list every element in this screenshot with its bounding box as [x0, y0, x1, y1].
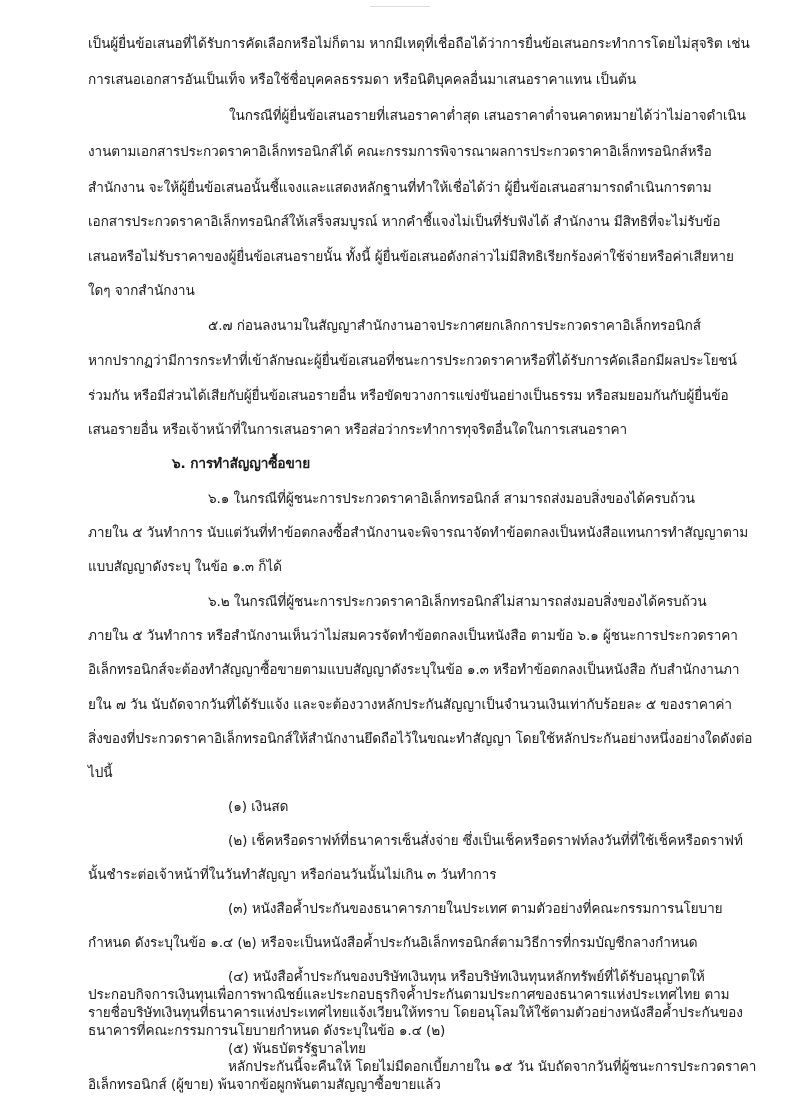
guarantee-item-2: (๒) เช็คหรือดราฟท์ที่ธนาคารเซ็นสั่งจ่าย ซึ่งเป็นเช็คหรือดราฟท์ลงวันที่ที่ใช้เช็คหรือดราฟท์ — [228, 833, 743, 849]
page-top-mark — [370, 0, 430, 7]
paragraph-line: ยใน ๗ วัน นับถัดจากวันที่ได้รับแจ้ง และจะต้องวางหลักประกันสัญญาเป็นจำนวนเงินเท่ากับร้อยละ ๕ ของราคาค่า — [88, 697, 732, 713]
paragraph-line: แบบสัญญาดังระบุ ในข้อ ๑.๓ ก็ได้ — [88, 559, 282, 575]
guarantee-item-4: (๔) หนังสือค้ำประกันของบริษัทเงินทุน หรือบริษัทเงินทุนหลักทรัพย์ที่ได้รับอนุญาตให้ — [228, 969, 705, 985]
paragraph-line: ภายใน ๕ วันทำการ นับแต่วันที่ทำข้อตกลงซื้อสำนักงานจะพิจารณาจัดทำข้อตกลงเป็นหนังสือแทนการทำสัญญาตาม — [88, 525, 749, 541]
section-5-7: ๕.๗ ก่อนลงนามในสัญญาสำนักงานอาจประกาศยกเลิกการประกวดราคาอิเล็กทรอนิกส์ — [208, 318, 701, 334]
paragraph-line: หลักประกันนี้จะคืนให้ โดยไม่มีดอกเบี้ยภายใน ๑๕ วัน นับถัดจากวันที่ผู้ชนะการประกวดราคา — [228, 1059, 757, 1075]
paragraph-line: ในกรณีที่ผู้ยื่นข้อเสนอรายที่เสนอราคาต่ำสุด เสนอราคาต่ำจนคาดหมายได้ว่าไม่อาจดำเนิน — [229, 108, 746, 124]
section-6-heading: ๖. การทำสัญญาซื้อขาย — [172, 456, 311, 472]
paragraph-line: ใดๆ จากสำนักงาน — [88, 283, 195, 299]
section-6-2: ๖.๒ ในกรณีที่ผู้ชนะการประกวดราคาอิเล็กทรอนิกส์ไม่สามารถส่งมอบสิ่งของได้ครบถ้วน — [208, 594, 707, 610]
paragraph-line: รายชื่อบริษัทเงินทุนที่ธนาคารแห่งประเทศไทยแจ้งเวียนให้ทราบ โดยอนุโลมให้ใช้ตามตัวอย่างหนังสือค้ำประกันของ — [88, 1005, 743, 1021]
paragraph-line: การเสนอเอกสารอันเป็นเท็จ หรือใช้ชื่อบุคคลธรรมดา หรือนิติบุคคลอื่นมาเสนอราคาแทน เป็นต้น — [88, 72, 637, 88]
guarantee-item-5: (๕) พันธบัตรรัฐบาลไทย — [228, 1041, 366, 1057]
paragraph-line: หากปรากฏว่ามีการกระทำที่เข้าลักษณะผู้ยื่นข้อเสนอที่ชนะการประกวดราคาหรือที่ได้รับการคัดเลือกมีผลประโยชน์ — [88, 353, 737, 369]
paragraph-line: กำหนด ดังระบุในข้อ ๑.๔ (๒) หรือจะเป็นหนังสือค้ำประกันอิเล็กทรอนิกส์ตามวิธีการที่กรมบัญชีกลางกำหนด — [88, 935, 698, 951]
paragraph-line: งานตามเอกสารประกวดราคาอิเล็กทรอนิกส์ได้ คณะกรรมการพิจารณาผลการประกวดราคาอิเล็กทรอนิกส์หรือ — [88, 144, 712, 160]
paragraph-line: เสนอหรือไม่รับราคาของผู้ยื่นข้อเสนอรายนั้น ทั้งนี้ ผู้ยื่นข้อเสนอดังกล่าวไม่มีสิทธิเรียกร้องค่าใช้จ่ายหรือค่าเสียหาย — [88, 249, 734, 265]
paragraph-line: อิเล็กทรอนิกส์จะต้องทำสัญญาซื้อขายตามแบบสัญญาดังระบุในข้อ ๑.๓ หรือทำข้อตกลงเป็นหนังสือ กับสำนักงานภา — [88, 662, 740, 678]
paragraph-line: สำนักงาน จะให้ผู้ยื่นข้อเสนอนั้นชี้แจงและแสดงหลักฐานที่ทำให้เชื่อได้ว่า ผู้ยื่นข้อเสนอสามารถดำเนินการตาม — [88, 180, 712, 196]
paragraph-line: ธนาคารที่คณะกรรมการนโยบายกำหนด ดังระบุในข้อ ๑.๔ (๒) — [88, 1023, 446, 1039]
paragraph-line: ภายใน ๕ วันทำการ หรือสำนักงานเห็นว่าไม่สมควรจัดทำข้อตกลงเป็นหนังสือ ตามข้อ ๖.๑ ผู้ชนะการประกวดราคา — [88, 628, 738, 644]
guarantee-item-1: (๑) เงินสด — [228, 799, 289, 815]
section-6-1: ๖.๑ ในกรณีที่ผู้ชนะการประกวดราคาอิเล็กทรอนิกส์ สามารถส่งมอบสิ่งของได้ครบถ้วน — [208, 491, 695, 507]
paragraph-line: สิ่งของที่ประกวดราคาอิเล็กทรอนิกส์ให้สำนักงานยึดถือไว้ในขณะทำสัญญา โดยใช้หลักประกันอย่างหนึ่งอย่างใดดังต่อ — [88, 731, 753, 747]
paragraph-line: อิเล็กทรอนิกส์ (ผู้ขาย) พ้นจากข้อผูกพันตามสัญญาซื้อขายแล้ว — [88, 1077, 441, 1093]
paragraph-line: ร่วมกัน หรือมีส่วนได้เสียกับผู้ยื่นข้อเสนอรายอื่น หรือขัดขวางการแข่งขันอย่างเป็นธรรม หรือสมยอมกันกับผู้ยื่นข้อ — [88, 388, 729, 404]
paragraph-line: ประกอบกิจการเงินทุนเพื่อการพาณิชย์และประกอบธุรกิจค้ำประกันตามประกาศของธนาคารแห่งประเทศไทย ตาม — [88, 987, 730, 1003]
paragraph-line: เป็นผู้ยื่นข้อเสนอที่ได้รับการคัดเลือกหรือไม่ก็ตาม หากมีเหตุที่เชื่อถือได้ว่าการยื่นข้อเสนอกระทำการโดยไม่สุจริต เช่น — [88, 36, 750, 52]
paragraph-line: นั้นชำระต่อเจ้าหน้าที่ในวันทำสัญญา หรือก่อนวันนั้นไม่เกิน ๓ วันทำการ — [88, 867, 497, 883]
paragraph-line: เอกสารประกวดราคาอิเล็กทรอนิกส์ให้เสร็จสมบูรณ์ หากคำชี้แจงไม่เป็นที่รับฟังได้ สำนักงาน มีสิทธิที่จะไม่รับข้อ — [88, 214, 721, 230]
paragraph-line: เสนอรายอื่น หรือเจ้าหน้าที่ในการเสนอราคา หรือส่อว่ากระทำการทุจริตอื่นใดในการเสนอราคา — [88, 422, 628, 438]
guarantee-item-3: (๓) หนังสือค้ำประกันของธนาคารภายในประเทศ ตามตัวอย่างที่คณะกรรมการนโยบาย — [228, 901, 723, 917]
paragraph-line: ไปนี้ — [88, 765, 113, 781]
